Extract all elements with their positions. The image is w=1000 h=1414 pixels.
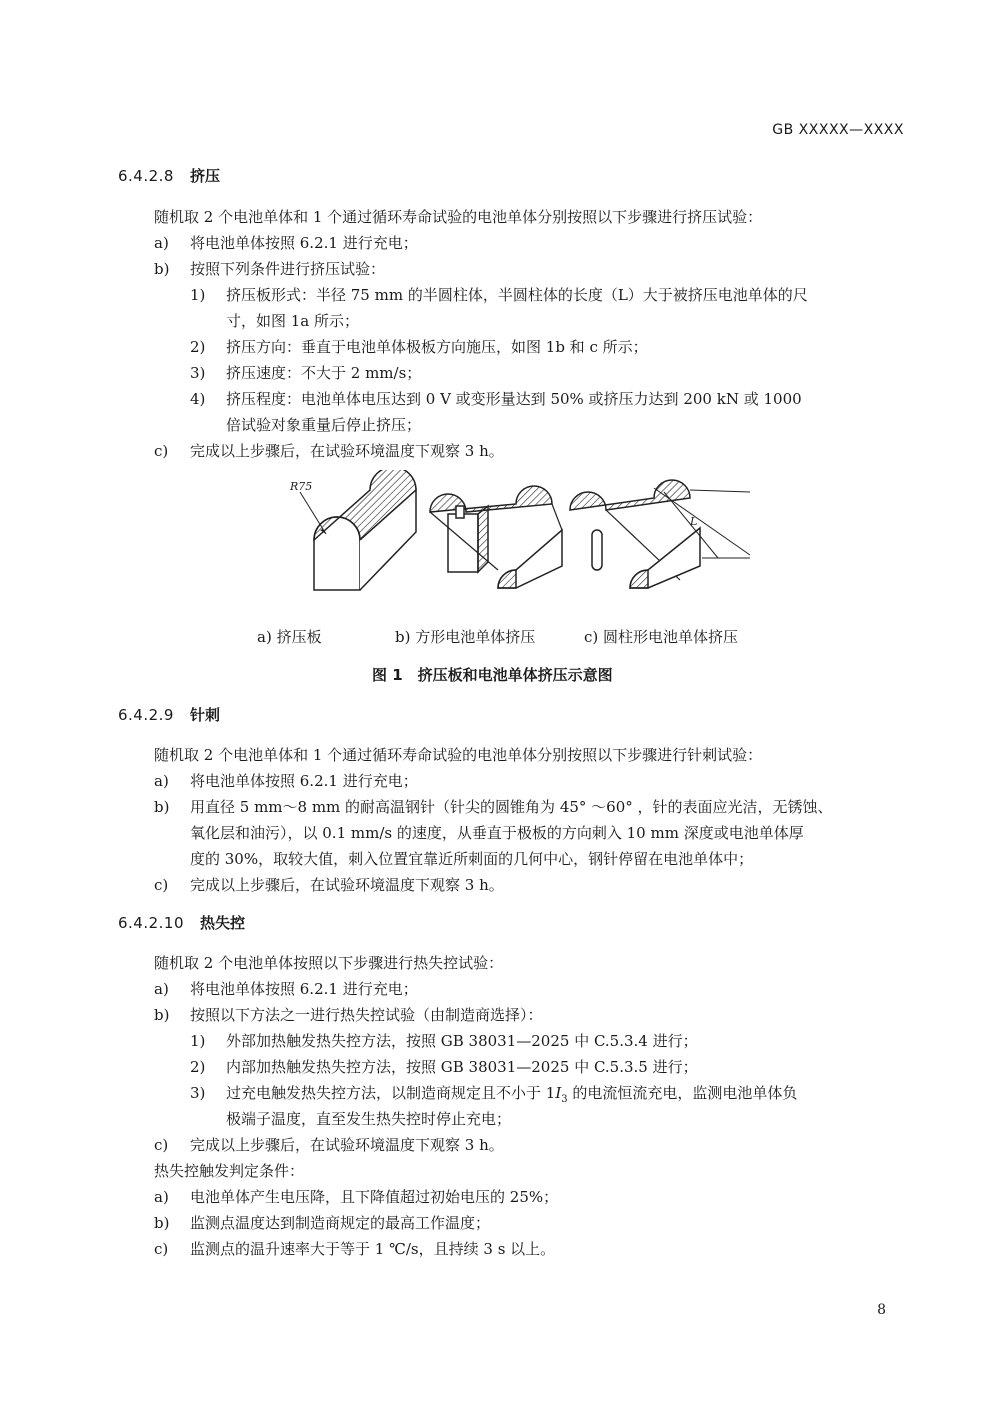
list-item-text: 挤压板形式：半径 75 mm 的半圆柱体，半圆柱体的长度（L）大于被挤压电池单体的尺 <box>226 286 808 304</box>
list-item-text: 挤压方向：垂直于电池单体极板方向施压，如图 1b 和 c 所示； <box>226 338 648 356</box>
list-item-continuation: 倍试验对象重量后停止挤压； <box>226 416 422 434</box>
paragraph: 随机取 2 个电池单体和 1 个通过循环寿命试验的电池单体分别按照以下步骤进行挤压试验： <box>154 208 763 226</box>
radius-label: R75 <box>290 480 313 493</box>
list-item-text: 将电池单体按照 6.2.1 进行充电； <box>190 234 418 252</box>
list-marker: b) <box>154 260 170 278</box>
subcaption-b: b) 方形电池单体挤压 <box>395 628 536 646</box>
section-heading-crush <box>118 165 220 186</box>
list-marker: b) <box>154 1214 170 1232</box>
list-marker: 3) <box>190 364 206 382</box>
list-item <box>154 976 418 1002</box>
list-marker: a) <box>154 772 169 790</box>
list-item <box>154 1236 555 1262</box>
list-marker: b) <box>154 798 170 816</box>
list-item-text: 挤压速度：不大于 2 mm/s； <box>226 364 422 382</box>
list-marker: 1) <box>190 1032 206 1050</box>
list-item-text: 用直径 5 mm～8 mm 的耐高温钢针（针尖的圆锥角为 45° ～60° ，针的表面应光洁，无锈蚀、 <box>190 798 833 816</box>
list-marker: c) <box>154 876 169 894</box>
subcaption-a: a) 挤压板 <box>257 628 322 646</box>
figure-caption: 图 1 挤压板和电池单体挤压示意图 <box>372 666 613 684</box>
section-title: 挤压 <box>189 167 220 185</box>
section-heading-thermal-runaway <box>118 912 245 933</box>
list-item <box>154 438 504 464</box>
list-marker: a) <box>154 980 169 998</box>
list-marker: b) <box>154 1006 170 1024</box>
document-code: GB XXXXX—XXXX <box>772 122 904 138</box>
list-marker: 1) <box>190 286 206 304</box>
length-label: L <box>690 515 698 528</box>
sub-list-item <box>190 1054 698 1080</box>
sub-list-item <box>190 386 802 412</box>
paragraph: 随机取 2 个电池单体按照以下步骤进行热失控试验： <box>154 954 504 972</box>
cylindrical-crush-drawing <box>570 480 750 588</box>
list-item <box>154 230 418 256</box>
page-number: 8 <box>877 1302 886 1318</box>
sub-list-item <box>190 282 808 308</box>
section-title: 针刺 <box>189 706 220 724</box>
section-heading-nail <box>118 704 220 725</box>
section-number: 6.4.2.8 <box>118 167 174 185</box>
list-marker: a) <box>154 234 169 252</box>
list-item-text: 挤压程度：电池单体电压达到 0 V 或变形量达到 50% 或挤压力达到 200 kN 或 1000 <box>226 390 802 408</box>
crush-plate-drawing <box>300 470 416 590</box>
list-marker: 3) <box>190 1084 206 1102</box>
list-item-text: 内部加热触发热失控方法，按照 GB 38031—2025 中 C.5.3.5 进行； <box>226 1058 698 1076</box>
list-item-text: 电池单体产生电压降，且下降值超过初始电压的 25%； <box>190 1188 559 1206</box>
sub-list-item <box>190 334 648 360</box>
list-item-text: 外部加热触发热失控方法，按照 GB 38031—2025 中 C.5.3.4 进行； <box>226 1032 698 1050</box>
list-marker: 2) <box>190 338 206 356</box>
list-marker: c) <box>154 1240 169 1258</box>
list-item-text: 完成以上步骤后，在试验环境温度下观察 3 h。 <box>190 876 504 894</box>
list-item-text: 监测点的温升速率大于等于 1 ℃/s，且持续 3 s 以上。 <box>190 1240 556 1258</box>
list-item-text: 完成以上步骤后，在试验环境温度下观察 3 h。 <box>190 442 504 460</box>
list-item <box>154 1184 558 1210</box>
list-item <box>154 768 418 794</box>
list-marker: c) <box>154 442 169 460</box>
section-number: 6.4.2.10 <box>118 914 185 932</box>
list-item-continuation: 极端子温度，直至发生热失控时停止充电； <box>226 1110 512 1128</box>
list-item <box>154 1132 504 1158</box>
section-number: 6.4.2.9 <box>118 706 174 724</box>
list-marker: c) <box>154 1136 169 1154</box>
list-item <box>154 1210 490 1236</box>
list-marker: 2) <box>190 1058 206 1076</box>
list-item-text: 过充电触发热失控方法，以制造商规定且不小于 $1I_3$ 的电流恒流充电，监测电池单体负 <box>226 1084 798 1105</box>
list-item-continuation: 寸，如图 1a 所示； <box>226 312 360 330</box>
list-marker: 4) <box>190 390 206 408</box>
section-title: 热失控 <box>200 914 246 932</box>
list-item-text: 完成以上步骤后，在试验环境温度下观察 3 h。 <box>190 1136 504 1154</box>
sub-list-item <box>190 360 421 386</box>
list-item-continuation: 度的 30%，取较大值，刺入位置宜靠近所刺面的几何中心，钢针停留在电池单体中； <box>190 850 754 868</box>
list-item <box>154 1002 543 1028</box>
list-item-text: 将电池单体按照 6.2.1 进行充电； <box>190 980 418 998</box>
list-item-text: 按照以下方法之一进行热失控试验（由制造商选择）： <box>190 1006 543 1024</box>
list-item-text: 按照下列条件进行挤压试验： <box>190 260 386 278</box>
prismatic-crush-drawing <box>430 486 562 588</box>
list-item-text: 监测点温度达到制造商规定的最高工作温度； <box>190 1214 491 1232</box>
list-item <box>154 872 504 898</box>
list-item <box>154 256 385 282</box>
list-marker: a) <box>154 1188 169 1206</box>
crush-figure <box>280 470 760 610</box>
list-item <box>154 794 833 820</box>
subcaption-c: c) 圆柱形电池单体挤压 <box>584 628 739 646</box>
paragraph: 随机取 2 个电池单体和 1 个通过循环寿命试验的电池单体分别按照以下步骤进行针刺试验： <box>154 746 763 764</box>
sub-list-item <box>190 1028 698 1054</box>
criteria-heading: 热失控触发判定条件： <box>154 1162 305 1180</box>
list-item-text: 将电池单体按照 6.2.1 进行充电； <box>190 772 418 790</box>
list-item-continuation: 氧化层和油污），以 0.1 mm/s 的速度，从垂直于极板的方向刺入 10 mm 深度或电池单体厚 <box>190 824 804 842</box>
